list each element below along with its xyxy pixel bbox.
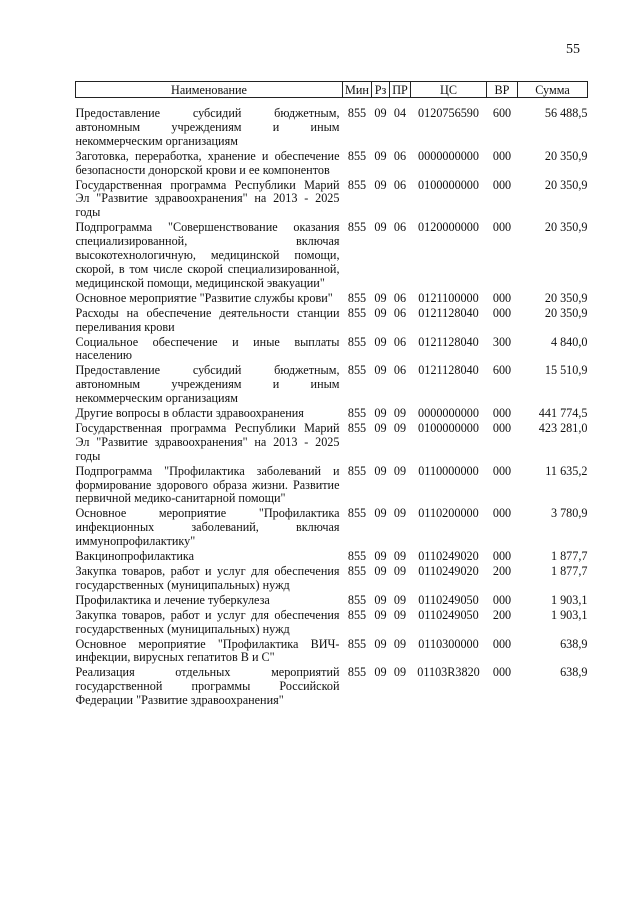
row-vr: 000 [492, 665, 512, 680]
table-row [76, 422, 588, 465]
row-pr: 09 [393, 665, 407, 680]
row-rz: 09 [374, 177, 387, 192]
header-name: Наименование [76, 82, 343, 98]
table-row [76, 98, 588, 150]
row-sum: 423 281,0 [538, 420, 588, 435]
row-rz: 09 [374, 305, 387, 320]
table-row [76, 150, 588, 179]
row-pr: 09 [393, 506, 407, 521]
row-rz: 09 [374, 463, 387, 478]
row-vr: 000 [492, 177, 512, 192]
table-row [76, 465, 588, 508]
table-row [76, 221, 588, 292]
row-pr: 09 [393, 564, 407, 578]
row-sum: 1 877,7 [550, 564, 588, 578]
table-row [76, 307, 588, 336]
row-cs: 0110249050 [418, 592, 479, 607]
row-pr: 06 [393, 177, 407, 192]
row-cs: 0110200000 [418, 506, 479, 521]
row-min: 855 [347, 406, 367, 421]
row-rz: 09 [374, 564, 387, 578]
table-row [76, 666, 588, 709]
row-pr: 06 [393, 290, 407, 305]
table-row [76, 179, 588, 222]
row-rz: 09 [374, 549, 387, 564]
row-min: 855 [347, 334, 367, 349]
row-name: Подпрограмма "Профилактика заболеваний и формирование здорового образа жизни. Развитие первичной медико-санитарной помощи" [75, 463, 340, 506]
row-sum: 1 903,1 [550, 592, 588, 607]
row-min: 855 [347, 463, 367, 478]
row-name: Профилактика и лечение туберкулеза [75, 592, 270, 607]
row-vr: 000 [492, 220, 512, 235]
row-rz: 09 [374, 106, 387, 120]
row-rz: 09 [374, 665, 387, 680]
row-vr: 000 [492, 636, 512, 651]
row-cs: 0120756590 [418, 106, 479, 120]
page-number: 55 [566, 42, 580, 57]
row-min: 855 [347, 220, 367, 235]
table-row [76, 364, 588, 407]
row-name: Другие вопросы в области здравоохранения [75, 406, 304, 421]
row-vr: 200 [492, 607, 512, 622]
row-sum: 3 780,9 [550, 506, 588, 521]
table-row [76, 638, 588, 667]
row-vr: 300 [492, 334, 512, 349]
row-name: Основное мероприятие "Профилактика инфекционных заболеваний, включая иммунопрофилактику" [75, 506, 340, 549]
row-name: Реализация отдельных мероприятий государственной программы Российской Федерации "Развитие здравоохранения" [75, 665, 340, 708]
row-sum: 20 350,9 [544, 220, 588, 235]
row-name: Предоставление субсидий бюджетным, автономным учреждениям и иным некоммерческим организациям [75, 363, 340, 406]
row-name: Предоставление субсидий бюджетным, автономным учреждениям и иным некоммерческим организациям [75, 106, 340, 148]
row-sum: 15 510,9 [544, 363, 588, 378]
row-min: 855 [347, 506, 367, 521]
row-name: Социальное обеспечение и иные выплаты населению [75, 334, 340, 363]
row-cs: 01103R3820 [417, 665, 480, 680]
row-pr: 06 [393, 305, 407, 320]
row-pr: 09 [393, 607, 407, 622]
row-pr: 06 [393, 220, 407, 235]
table-row [76, 550, 588, 565]
row-name: Основное мероприятие "Развитие службы крови" [75, 290, 333, 305]
row-cs: 0121100000 [418, 290, 479, 305]
row-cs: 0121128040 [418, 334, 479, 349]
row-rz: 09 [374, 592, 387, 607]
row-name: Подпрограмма "Совершенствование оказания специализированной, включая высокотехнологичную, медицинской помощи, скорой, в том числе скорой специализированной, медицинской помощи, медицинской эвакуации" [75, 220, 340, 290]
row-vr: 000 [492, 290, 512, 305]
row-sum: 20 350,9 [544, 177, 588, 192]
table-row [76, 407, 588, 422]
row-vr: 000 [492, 506, 512, 521]
row-cs: 0110249020 [418, 549, 479, 564]
row-rz: 09 [374, 506, 387, 521]
row-vr: 000 [492, 463, 512, 478]
header-min: Мин [343, 82, 372, 98]
row-rz: 09 [374, 290, 387, 305]
row-min: 855 [347, 106, 367, 120]
row-rz: 09 [374, 148, 387, 163]
table-row [76, 292, 588, 307]
budget-table [75, 81, 588, 709]
row-cs: 0110249050 [418, 607, 479, 622]
row-pr: 06 [393, 334, 407, 349]
row-name: Закупка товаров, работ и услуг для обеспечения государственных (муниципальных) нужд [75, 607, 340, 636]
row-min: 855 [347, 564, 367, 578]
row-cs: 0000000000 [418, 406, 479, 421]
row-sum: 20 350,9 [544, 148, 588, 163]
row-pr: 09 [393, 420, 407, 435]
row-cs: 0100000000 [418, 177, 479, 192]
row-sum: 56 488,5 [544, 106, 588, 120]
row-name: Закупка товаров, работ и услуг для обеспечения государственных (муниципальных) нужд [75, 564, 340, 592]
row-vr: 000 [492, 420, 512, 435]
row-rz: 09 [374, 363, 387, 378]
table-row [76, 336, 588, 365]
table-header-row [76, 82, 588, 98]
row-min: 855 [347, 305, 367, 320]
header-rz: Рз [372, 82, 390, 98]
row-cs: 0121128040 [418, 305, 479, 320]
row-name: Государственная программа Республики Марий Эл "Развитие здравоохранения" на 2013 - 2025 годы [75, 177, 340, 220]
row-sum: 1 903,1 [550, 607, 588, 622]
row-rz: 09 [374, 420, 387, 435]
row-pr: 06 [393, 148, 407, 163]
row-rz: 09 [374, 220, 387, 235]
row-rz: 09 [374, 334, 387, 349]
row-cs: 0000000000 [418, 148, 479, 163]
row-sum: 20 350,9 [544, 305, 588, 320]
row-sum: 441 774,5 [538, 406, 588, 421]
row-rz: 09 [374, 636, 387, 651]
row-name: Заготовка, переработка, хранение и обеспечение безопасности донорской крови и ее компонентов [75, 148, 340, 177]
row-pr: 09 [393, 636, 407, 651]
row-name: Расходы на обеспечение деятельности станции переливания крови [75, 305, 340, 334]
table-row [76, 507, 588, 550]
row-min: 855 [347, 636, 367, 651]
table-row [76, 565, 588, 594]
row-cs: 0100000000 [418, 420, 479, 435]
row-min: 855 [347, 363, 367, 378]
row-pr: 04 [393, 106, 407, 120]
row-vr: 000 [492, 549, 512, 564]
row-pr: 09 [393, 406, 407, 421]
row-sum: 20 350,9 [544, 290, 588, 305]
row-name: Вакцинопрофилактика [75, 549, 194, 564]
row-pr: 06 [393, 363, 407, 378]
row-min: 855 [347, 420, 367, 435]
row-pr: 09 [393, 592, 407, 607]
row-pr: 09 [393, 549, 407, 564]
row-name: Государственная программа Республики Марий Эл "Развитие здравоохранения" на 2013 - 2025 годы [75, 420, 340, 463]
header-pr: ПР [390, 82, 411, 98]
row-min: 855 [347, 290, 367, 305]
table-row [76, 594, 588, 609]
table-body [76, 98, 588, 710]
row-cs: 0110300000 [418, 636, 479, 651]
row-cs: 0120000000 [418, 220, 479, 235]
row-pr: 09 [393, 463, 407, 478]
row-min: 855 [347, 148, 367, 163]
row-min: 855 [347, 549, 367, 564]
row-vr: 000 [492, 592, 512, 607]
row-name: Основное мероприятие "Профилактика ВИЧ-инфекции, вирусных гепатитов В и С" [75, 636, 340, 665]
row-vr: 200 [492, 564, 512, 578]
row-min: 855 [347, 592, 367, 607]
header-sum: Сумма [518, 82, 588, 98]
row-vr: 000 [492, 406, 512, 421]
row-rz: 09 [374, 406, 387, 421]
row-cs: 0121128040 [418, 363, 479, 378]
row-vr: 000 [492, 148, 512, 163]
row-vr: 000 [492, 305, 512, 320]
row-vr: 600 [492, 363, 512, 378]
row-sum: 4 840,0 [550, 334, 588, 349]
row-cs: 0110249020 [418, 564, 479, 578]
row-min: 855 [347, 177, 367, 192]
row-sum: 638,9 [560, 636, 588, 651]
row-rz: 09 [374, 607, 387, 622]
header-cs: ЦС [411, 82, 487, 98]
row-sum: 638,9 [560, 665, 588, 680]
row-min: 855 [347, 607, 367, 622]
table-row [76, 609, 588, 638]
header-vr: ВР [487, 82, 518, 98]
row-vr: 600 [492, 106, 512, 120]
row-sum: 1 877,7 [550, 549, 588, 564]
row-sum: 11 635,2 [545, 463, 588, 478]
row-cs: 0110000000 [418, 463, 479, 478]
row-min: 855 [347, 665, 367, 680]
